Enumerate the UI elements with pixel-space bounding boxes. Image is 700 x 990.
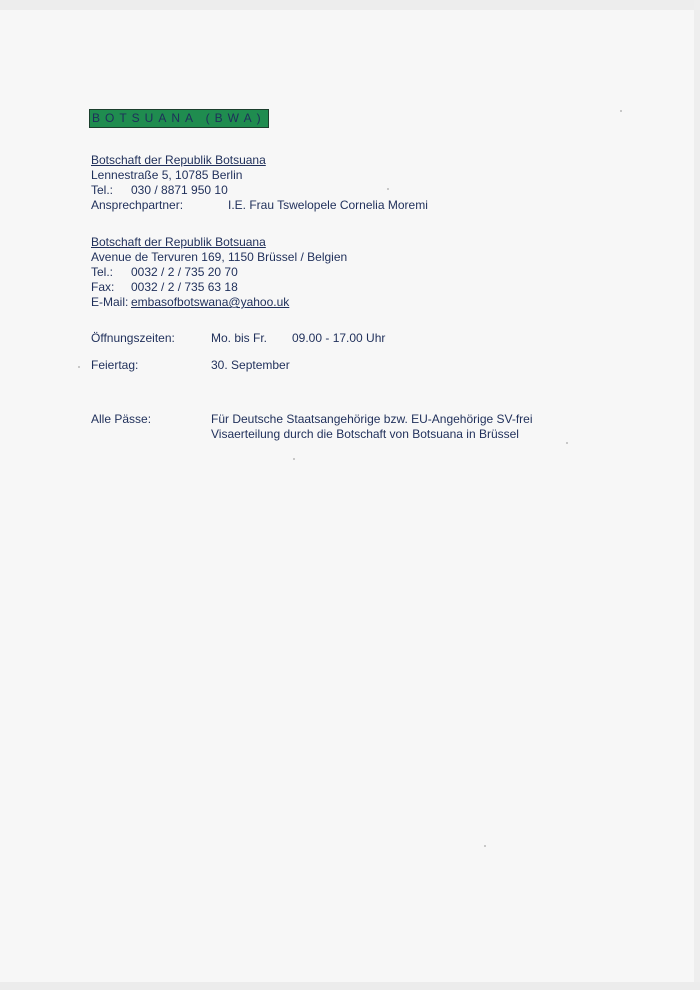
opening-hours-time: 09.00 - 17.00 Uhr bbox=[292, 331, 386, 345]
scan-speck bbox=[387, 188, 389, 190]
berlin-embassy-address: Lennestraße 5, 10785 Berlin bbox=[91, 168, 243, 182]
scan-speck bbox=[620, 110, 622, 112]
brussels-email-line bbox=[91, 295, 347, 310]
scan-speck bbox=[484, 845, 486, 847]
brussels-email-link[interactable]: embasofbotswana@yahoo.uk bbox=[131, 295, 290, 309]
berlin-tel-label: Tel.: bbox=[91, 183, 114, 197]
holiday-value: 30. September bbox=[211, 358, 290, 372]
brussels-email-label: E-Mail: bbox=[91, 295, 129, 309]
berlin-tel-value: 030 / 8871 950 10 bbox=[131, 183, 228, 197]
brussels-fax-line bbox=[91, 280, 347, 295]
scan-speck bbox=[566, 442, 568, 444]
passports-line-2: Visaerteilung durch die Botschaft von Botsuana in Brüssel bbox=[211, 427, 519, 441]
brussels-embassy-block bbox=[91, 235, 347, 310]
scan-speck bbox=[78, 366, 80, 368]
brussels-fax-value: 0032 / 2 / 735 63 18 bbox=[131, 280, 238, 294]
scan-speck bbox=[293, 458, 295, 460]
country-heading: BOTSUANA (BWA) bbox=[92, 111, 266, 125]
berlin-embassy-name: Botschaft der Republik Botsuana bbox=[91, 153, 266, 167]
brussels-tel-line bbox=[91, 265, 347, 280]
brussels-tel-value: 0032 / 2 / 735 20 70 bbox=[131, 265, 238, 279]
brussels-fax-label: Fax: bbox=[91, 280, 115, 294]
berlin-contact-label: Ansprechpartner: bbox=[91, 198, 184, 212]
berlin-tel-line bbox=[91, 183, 428, 198]
berlin-contact-value: I.E. Frau Tswelopele Cornelia Moremi bbox=[228, 198, 428, 212]
brussels-embassy-address: Avenue de Tervuren 169, 1150 Brüssel / Belgien bbox=[91, 250, 348, 264]
scan-edge-right bbox=[694, 0, 700, 990]
holiday-label: Feiertag: bbox=[91, 358, 139, 372]
opening-hours-label: Öffnungszeiten: bbox=[91, 331, 175, 345]
opening-hours-days: Mo. bis Fr. bbox=[211, 331, 268, 345]
scan-edge-bottom bbox=[0, 982, 700, 990]
passports-label: Alle Pässe: bbox=[91, 412, 152, 426]
berlin-contact-line bbox=[91, 198, 428, 213]
brussels-tel-label: Tel.: bbox=[91, 265, 114, 279]
scan-edge-top bbox=[0, 0, 700, 10]
passports-line-1: Für Deutsche Staatsangehörige bzw. EU-Angehörige SV-frei bbox=[211, 412, 533, 426]
berlin-embassy-block bbox=[91, 153, 428, 213]
brussels-embassy-name: Botschaft der Republik Botsuana bbox=[91, 235, 266, 249]
